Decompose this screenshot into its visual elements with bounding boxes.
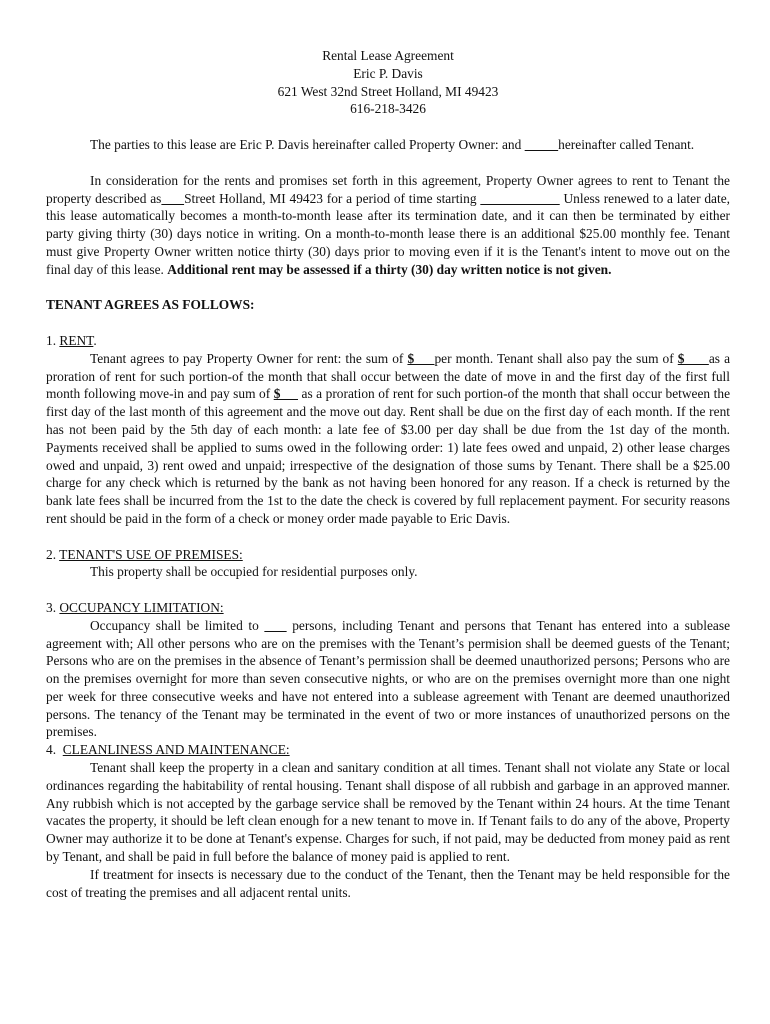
section-title: CLEANLINESS AND MAINTENANCE: (62, 742, 290, 758)
section-3-heading (46, 599, 730, 617)
owner-address: 621 West 32nd Street Holland, MI 49423 (277, 83, 499, 99)
use-paragraph: This property shall be occupied for residential purposes only. (90, 564, 418, 580)
section-1-heading (46, 332, 730, 350)
rent-paragraph (46, 350, 730, 528)
consideration-paragraph (46, 172, 730, 279)
section-number: 4. (46, 742, 63, 758)
occupancy-paragraph (46, 617, 730, 742)
section-2-heading (46, 546, 730, 564)
cleanliness-paragraph: Tenant shall keep the property in a clean and sanitary condition at all times. Tenant shall not violate any State or local ordinances regarding the habitability of rental housing. Tenant shall dispose of all rubbish and garbage in an approved manner. Any rubbish which is not accepted by the garbage service shall be removed by the Tenant within 24 hours. At the time Tenant vacates the property, it should be left clean enough for a new tenant to move in. If Tenant fails to do any of the above, Property Owner may authorize it to be done at Tenant's expense. Charges for such, if not paid, may be deducted from money paid as rent by Tenant, and shall be paid in full before the balance of money paid is applied to rent. (46, 760, 730, 865)
proration-in-blank: $ (677, 350, 709, 366)
section-title: OCCUPANCY LIMITATION: (59, 599, 224, 615)
section-title: TENANT'S USE OF PREMISES: (59, 546, 243, 562)
consideration-text: In consideration for the rents and promises set forth in this agreement, Property Owner agrees to rent to Tenant the property described as (46, 172, 730, 206)
persons-blank (264, 618, 286, 633)
insects-paragraph: If treatment for insects is necessary due to the conduct of the Tenant, then the Tenant may be held responsible for the cost of treating the premises and all adjacent rental units. (46, 866, 730, 900)
section-number: 1. (46, 332, 60, 348)
rent-text: Tenant agrees to pay Property Owner for rent: the sum of (90, 350, 408, 366)
owner-name: Eric P. Davis (353, 65, 423, 81)
section-title: RENT (59, 332, 94, 348)
property-blank (161, 191, 184, 206)
parties-paragraph (46, 136, 730, 154)
consideration-text-2: Street Holland, MI 49423 for a period of time starting (184, 190, 481, 206)
occupancy-text-2: persons, including Tenant and persons that Tenant has entered into a sublease agreement with; All other persons who are on the premises with the Tenant’s permision shall be deemed guests of the Tenant; Persons who are on the premises in the absence of Tenant’s permission shall be deemed unauthorized persons; Persons who are on the premises overnight for more than seven consecutive nights, or who are on the premises overnight more than one night per week for three consecutive weeks and have not entered into a sublease agreement with Tenant are deemed unauthorized persons. The tenancy of the Tenant may be terminated in the event of two or more instances of unauthorized persons on the premises. (46, 617, 731, 740)
start-date-blank (480, 191, 559, 206)
parties-text: The parties to this lease are Eric P. Davis hereinafter called Property Owner: and (90, 137, 525, 153)
section-title-dot: . (93, 332, 97, 348)
owner-phone: 616-218-3426 (350, 101, 426, 117)
tenant-agrees-heading: TENANT AGREES AS FOLLOWS: (46, 297, 255, 313)
section-number: 3. (46, 599, 60, 615)
additional-rent-notice: Additional rent may be assessed if a thirty (30) day written notice is not given. (167, 261, 612, 277)
monthly-rent-blank: $ (407, 350, 435, 366)
document-header (46, 47, 730, 118)
proration-out-blank: $ (273, 386, 298, 402)
rent-text-3: as a proration of rent for such portion-of the month that shall occur between the date of move in and the first day of the first full month following move-in and pay sum of (46, 350, 731, 402)
section-number: 2. (46, 546, 60, 562)
rent-text-4: as a proration of rent for such portion-of the month that shall occur between the first day of the last month of this agreement and the move out day. Rent shall be due on the first day of each month. If the rent has not been paid by the 5th day of each month: a late fee of $3.00 per day shall be due from the 1st day of the month. Payments received shall be applied to sums owed in the following order: 1) late fees owed and unpaid, 2) other lease charges owed and unpaid, 3) rent owed and unpaid; irrespective of the designation of those sums by Tenant. There shall be a $25.00 charge for any check which is returned by the bank as not having been honored for any reason. If a check is returned by the bank late fees shall be incurred from the 1st to the date the check is covered by full replacement payment. For security reasons rent should be paid in the form of a check or money order made payable to Eric Davis. (46, 386, 731, 526)
document-title: Rental Lease Agreement (322, 48, 454, 63)
parties-text-end: hereinafter called Tenant. (558, 137, 695, 153)
rent-text-2: per month. Tenant shall also pay the sum of (434, 350, 678, 366)
tenant-name-blank (525, 137, 558, 152)
section-4-heading (46, 741, 730, 759)
occupancy-text: Occupancy shall be limited to (90, 617, 265, 633)
consideration-text-3: Unless renewed to a later date, this lease automatically becomes a month-to-month lease after its termination date, and it can then be terminated by either party giving thirty (30) days notice in writing. On a month-to-month lease there is an additional $25.00 monthly fee. Tenant must give Property Owner written notice thirty (30) days prior to moving even if it is the Tenant's intent to move out on the final day of this lease. (46, 190, 730, 277)
